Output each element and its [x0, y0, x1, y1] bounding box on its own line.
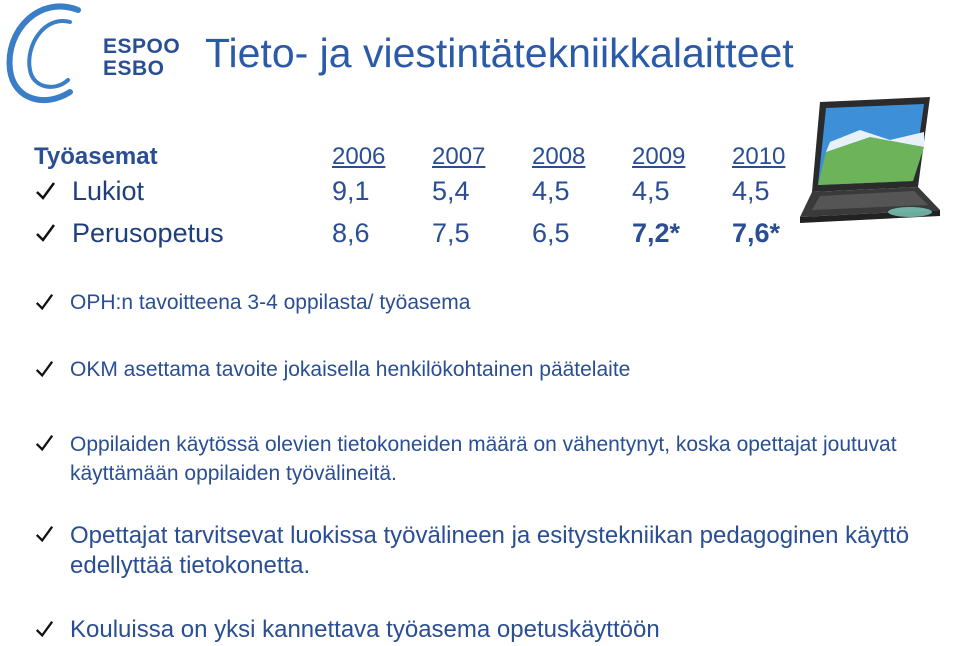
bullet-text: Oppilaiden käytössä olevien tietokoneiden määrä on vähentynyt, koska opettajat joutuvat käyttämään oppilaiden työvälineitä.	[70, 433, 897, 485]
year-header: 2006	[332, 143, 386, 170]
table-header-label: Työasemat	[34, 143, 158, 170]
bullet-text: Kouluissa on yksi kannettava työasema opetuskäyttöön	[70, 616, 660, 643]
table-cell: 7,6*	[732, 218, 781, 248]
year-header: 2008	[532, 143, 586, 170]
checkmark-icon	[34, 292, 54, 312]
table-cell: 4,5	[632, 176, 670, 206]
checkmark-icon	[34, 222, 56, 244]
logo-line2: ESBO	[103, 57, 165, 80]
table-cell: 4,5	[732, 176, 770, 206]
year-header: 2010	[732, 143, 786, 170]
year-header: 2007	[432, 143, 486, 170]
logo-line1: ESPOO	[103, 35, 181, 58]
checkmark-icon	[34, 524, 54, 544]
checkmark-icon	[34, 359, 54, 379]
bullet-text: OPH:n tavoitteena 3-4 oppilasta/ työasema	[70, 291, 471, 314]
checkmark-icon	[34, 619, 54, 639]
table-cell: 7,5	[432, 218, 470, 248]
row-label: Perusopetus	[72, 218, 224, 248]
year-header: 2009	[632, 143, 686, 170]
bullet-text: OKM asettama tavoite jokaisella henkilökohtainen päätelaite	[70, 358, 631, 381]
page-title: Tieto- ja viestintätekniikkalaitteet	[205, 30, 794, 76]
row-label: Lukiot	[72, 176, 145, 206]
table-cell: 4,5	[532, 176, 570, 206]
swirl-logo-icon	[0, 0, 110, 115]
table-cell: 6,5	[532, 218, 570, 248]
espoo-esbo-logo	[0, 0, 190, 115]
table-cell: 5,4	[432, 176, 470, 206]
table-cell: 8,6	[332, 218, 370, 248]
checkmark-icon	[34, 180, 56, 202]
table-cell: 7,2*	[632, 218, 681, 248]
bullet-text: Opettajat tarvitsevat luokissa työvälineen ja esitystekniikan pedagoginen käyttö edellyttää tietokonetta.	[70, 522, 910, 579]
checkmark-icon	[34, 433, 54, 453]
laptop-image	[790, 92, 950, 232]
table-cell: 9,1	[332, 176, 370, 206]
